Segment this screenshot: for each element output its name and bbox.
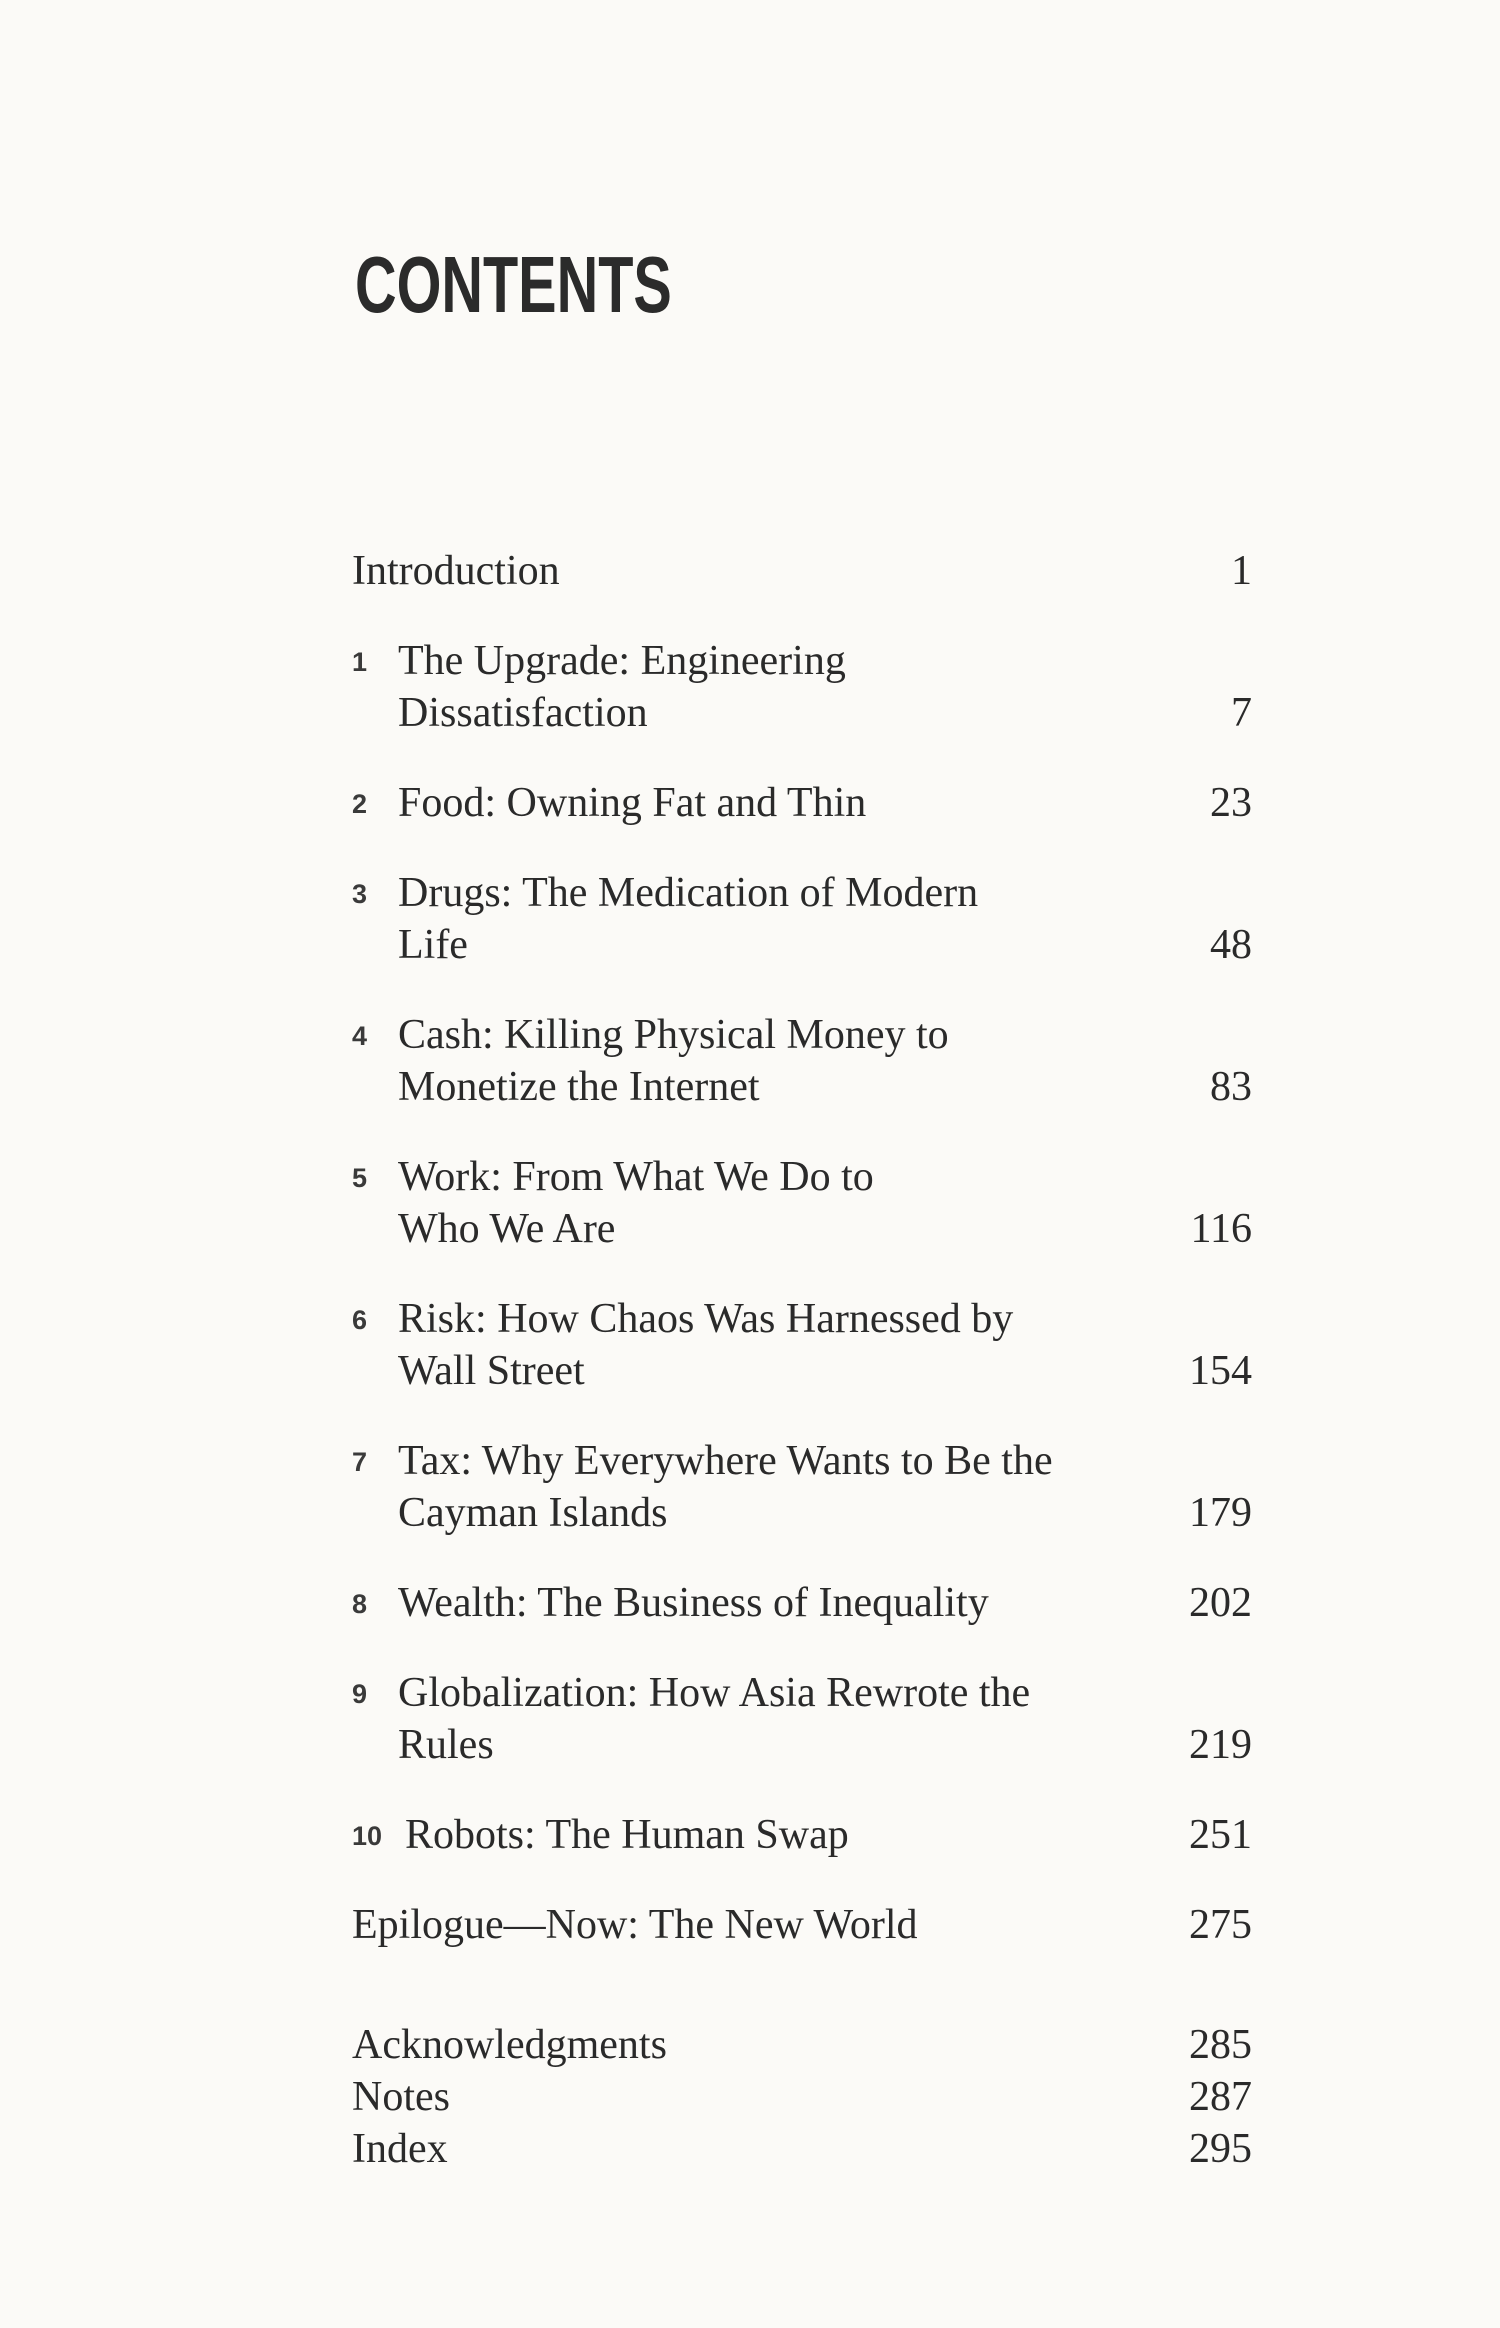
toc-entry-chapter-6[interactable] (352, 1293, 1252, 1397)
toc-entry-chapter-1[interactable] (352, 635, 1252, 739)
chapter-number: 6 (352, 1305, 368, 1335)
toc-entry-title: Tax: Why Everywhere Wants to Be the Cayman Islands (398, 1438, 1053, 1536)
toc-entry-page: 219 (1189, 1722, 1252, 1768)
toc-entry-page: 154 (1189, 1348, 1252, 1394)
page-title: CONTENTS (355, 240, 672, 329)
chapter-number: 4 (352, 1021, 368, 1051)
toc-entry-page: 285 (1189, 2022, 1252, 2068)
toc-entry-page: 275 (1189, 1902, 1252, 1948)
toc-entry-page: 48 (1210, 922, 1252, 968)
toc-entry-page: 23 (1210, 780, 1252, 826)
toc-entry-title: Globalization: How Asia Rewrote the Rules (398, 1670, 1031, 1768)
chapter-number: 1 (352, 647, 368, 677)
toc-entry-page: 287 (1189, 2074, 1252, 2120)
toc-entry-title: Cash: Killing Physical Money to Monetize the Internet (398, 1012, 949, 1110)
toc-entry-page: 251 (1189, 1812, 1252, 1858)
toc-entry-page: 295 (1189, 2126, 1252, 2172)
chapter-number: 7 (352, 1447, 368, 1477)
toc-entry-chapter-4[interactable] (352, 1009, 1252, 1113)
toc-entry-introduction[interactable] (352, 545, 1252, 597)
toc-entry-title: Work: From What We Do to Who We Are (398, 1154, 874, 1252)
toc-entry-page: 179 (1189, 1490, 1252, 1536)
toc-entry-page: 202 (1189, 1580, 1252, 1626)
chapter-number: 8 (352, 1589, 368, 1619)
toc-entry-page: 83 (1210, 1064, 1252, 1110)
chapter-number: 2 (352, 789, 368, 819)
chapter-number: 10 (352, 1821, 383, 1851)
table-of-contents (352, 545, 1252, 2175)
toc-entry-chapter-10[interactable] (352, 1809, 1252, 1861)
toc-entry-title: Epilogue—Now: The New World (352, 1902, 918, 1948)
toc-entry-title: Risk: How Chaos Was Harnessed by Wall Street (398, 1296, 1014, 1394)
toc-entry-chapter-5[interactable] (352, 1151, 1252, 1255)
toc-entry-chapter-3[interactable] (352, 867, 1252, 971)
toc-entry-chapter-9[interactable] (352, 1667, 1252, 1771)
toc-entry-page: 116 (1190, 1206, 1252, 1252)
toc-entry-title: Robots: The Human Swap (405, 1812, 849, 1858)
toc-entry-chapter-8[interactable] (352, 1577, 1252, 1629)
chapter-number: 3 (352, 879, 368, 909)
chapter-number: 9 (352, 1679, 368, 1709)
toc-entry-title: The Upgrade: Engineering Dissatisfaction (398, 638, 846, 736)
toc-entry-title: Acknowledgments (352, 2022, 667, 2068)
toc-entry-title: Introduction (352, 548, 560, 594)
toc-entry-page: 1 (1231, 548, 1252, 594)
toc-entry-title: Drugs: The Medication of Modern Life (398, 870, 979, 968)
toc-entry-acknowledgments[interactable] (352, 2019, 1252, 2071)
toc-entry-epilogue[interactable] (352, 1899, 1252, 1951)
toc-entry-notes[interactable] (352, 2071, 1252, 2123)
toc-entry-index[interactable] (352, 2123, 1252, 2175)
toc-entry-chapter-7[interactable] (352, 1435, 1252, 1539)
toc-entry-title: Notes (352, 2074, 450, 2120)
toc-entry-title: Wealth: The Business of Inequality (398, 1580, 989, 1626)
chapter-number: 5 (352, 1163, 368, 1193)
toc-entry-chapter-2[interactable] (352, 777, 1252, 829)
toc-entry-page: 7 (1231, 690, 1252, 736)
toc-entry-title: Index (352, 2126, 448, 2172)
toc-entry-title: Food: Owning Fat and Thin (398, 780, 867, 826)
